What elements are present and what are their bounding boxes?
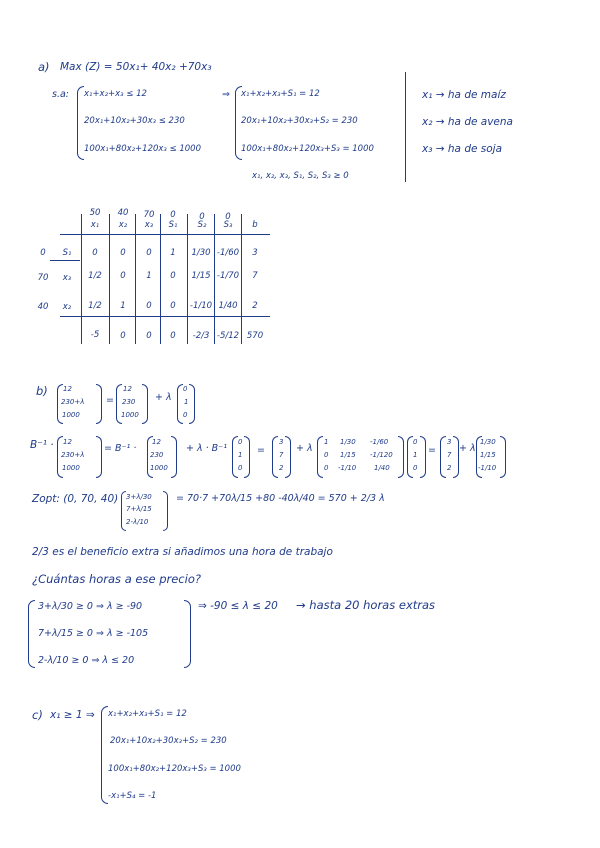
- header-b: b: [252, 220, 258, 230]
- delta-2: 1/15: [480, 451, 496, 459]
- sol2-3: 2: [447, 464, 452, 472]
- standard-eq-2: 20x₁+10x₂+30x₃+S₂ = 230: [241, 116, 358, 126]
- delta-1: 1/30: [480, 438, 496, 446]
- part-c-brace: [101, 706, 108, 804]
- paren-right: [96, 436, 102, 478]
- binv-base-3: 1000: [150, 464, 168, 472]
- part-c-eq-1: x₁+x₂+x₃+S₁ = 12: [108, 709, 187, 719]
- sol-1: 3: [279, 438, 284, 446]
- pivot-underline: [50, 260, 80, 261]
- equals-sign: =: [428, 445, 436, 456]
- cost-x1: 50: [89, 208, 101, 218]
- part-c-eq-3: 100x₁+80x₂+120x₃+S₃ = 1000: [108, 764, 241, 774]
- objective-function: Max (Z) = 50x₁+ 40x₂ +70x₃: [60, 61, 212, 73]
- zrow-c5: -2/3: [192, 331, 210, 341]
- zrow-b: 570: [246, 331, 264, 341]
- binv-middle: = B⁻¹ ·: [104, 443, 137, 454]
- equals-sign: =: [257, 445, 265, 456]
- row3-c4: 0: [170, 301, 176, 311]
- standard-eq-3: 100x₁+80x₂+120x₃+S₃ = 1000: [241, 144, 374, 154]
- vec-base-2: 230: [122, 398, 136, 406]
- row3-c6: 1/40: [218, 301, 238, 311]
- plus-lambda-binv: + λ · B⁻¹: [186, 443, 228, 454]
- row2-c6: -1/70: [216, 271, 240, 281]
- zopt-label: Zopt: (0, 70, 40): [32, 493, 119, 505]
- paren-right: [171, 436, 177, 478]
- header-x3: x₃: [144, 220, 154, 230]
- vec-base-3: 1000: [121, 411, 139, 419]
- paren-left: [272, 436, 278, 478]
- paren-right: [398, 436, 404, 478]
- constraint-3: 100x₁+80x₂+120x₃ ≤ 1000: [84, 144, 201, 154]
- benefit-text: 2/3 es el beneficio extra si añadimos una hora de trabajo: [32, 546, 333, 558]
- plus-lambda: + λ: [155, 392, 172, 403]
- vec-unit-2: 1: [184, 398, 189, 406]
- paren-right: [420, 436, 426, 478]
- row1-c2: 0: [120, 248, 126, 258]
- m-2-3: -1/120: [370, 451, 393, 459]
- header-s2: S₂: [197, 220, 207, 230]
- binv-base-1: 12: [152, 438, 161, 446]
- binv-vec-3: 1000: [62, 464, 80, 472]
- row3-c1: 1/2: [88, 301, 102, 311]
- part-c-eq-2: 20x₁+10x₂+30x₃+S₂ = 230: [110, 736, 227, 746]
- row1-c3: 0: [146, 248, 152, 258]
- nonnegativity: x₁, x₂, x₃, S₁, S₂, S₃ ≥ 0: [252, 171, 349, 181]
- zopt-vec-1: 3+λ/30: [126, 493, 152, 501]
- vertical-divider: [405, 72, 406, 182]
- row2-c3: 1: [146, 271, 152, 281]
- constraint-1: x₁+x₂+x₃ ≤ 12: [84, 89, 147, 99]
- part-c-label: c): [32, 708, 43, 722]
- zrow-c1: -5: [90, 330, 100, 340]
- m-2-2: 1/15: [340, 451, 356, 459]
- sol-2: 7: [279, 451, 284, 459]
- legend-x2: x₂ → ha de avena: [422, 116, 513, 128]
- m-1-2: 1/30: [340, 438, 356, 446]
- sol2-1: 3: [447, 438, 452, 446]
- row3-basis: x₂: [62, 302, 72, 312]
- row3-cb: 40: [37, 302, 49, 312]
- part-a-label: a): [38, 60, 50, 74]
- row2-b: 7: [252, 271, 258, 281]
- subject-to-label: s.a:: [52, 89, 69, 100]
- unit2-3: 0: [238, 464, 243, 472]
- question-text: ¿Cuántas horas a ese precio?: [32, 572, 201, 586]
- implies-arrow: ⇒: [222, 89, 230, 100]
- zopt-vec-3: 2-λ/10: [126, 518, 149, 526]
- vec-main-2: 230+λ: [61, 398, 85, 406]
- paren-right: [142, 384, 148, 424]
- part-b-label: b): [36, 384, 48, 398]
- row1-c1: 0: [92, 248, 98, 258]
- cost-s3: 0: [225, 212, 231, 222]
- m-3-3: 1/40: [374, 464, 390, 472]
- plus-lambda: + λ: [296, 443, 313, 454]
- binv-vec-1: 12: [63, 438, 72, 446]
- plus-lambda: + λ: [459, 443, 476, 454]
- row2-cb: 70: [37, 273, 49, 283]
- zrow-c2: 0: [120, 331, 126, 341]
- row1-cb: 0: [40, 248, 46, 258]
- header-s3: S₃: [223, 220, 233, 230]
- vec-unit-3: 0: [183, 411, 188, 419]
- header-x1: x₁: [90, 220, 100, 230]
- row3-c3: 0: [146, 301, 152, 311]
- m-3-1: 0: [324, 464, 329, 472]
- zrow-c6: -5/12: [216, 331, 240, 341]
- m-2-1: 0: [324, 451, 329, 459]
- legend-x1: x₁ → ha de maíz: [422, 89, 506, 101]
- row1-b: 3: [252, 248, 258, 258]
- paren-right: [285, 436, 291, 478]
- m-3-2: -1/10: [338, 464, 357, 472]
- binv-base-2: 230: [150, 451, 164, 459]
- cost-s2: 0: [199, 212, 205, 222]
- row1-basis: S₁: [62, 248, 72, 258]
- row1-c5: 1/30: [191, 248, 211, 258]
- constraints-brace: [77, 86, 84, 160]
- binv-vec-2: 230+λ: [61, 451, 85, 459]
- unit2-2: 1: [238, 451, 243, 459]
- zrow-c3: 0: [146, 331, 152, 341]
- paren-right: [189, 384, 195, 424]
- ineq-2: 7+λ/15 ≥ 0 ⇒ λ ≥ -105: [38, 628, 149, 639]
- row2-c5: 1/15: [191, 271, 211, 281]
- equals-sign: =: [106, 395, 114, 406]
- header-s1: S₁: [168, 220, 178, 230]
- standard-eq-1: x₁+x₂+x₃+S₁ = 12: [241, 89, 320, 99]
- row2-c4: 0: [170, 271, 176, 281]
- unit2-1: 0: [238, 438, 243, 446]
- row3-b: 2: [252, 301, 258, 311]
- tableau-z-line: [60, 316, 270, 317]
- sol-3: 2: [279, 464, 284, 472]
- unit3-3: 0: [413, 464, 418, 472]
- m-1-1: 1: [324, 438, 329, 446]
- ineq-1: 3+λ/30 ≥ 0 ⇒ λ ≥ -90: [38, 601, 143, 612]
- cost-x2: 40: [117, 208, 129, 218]
- binv-label: B⁻¹ ·: [30, 439, 54, 451]
- lambda-range: ⇒ -90 ≤ λ ≤ 20: [198, 600, 278, 612]
- zrow-c4: 0: [170, 331, 176, 341]
- delta-3: -1/10: [478, 464, 497, 472]
- zopt-result: = 70·7 +70λ/15 +80 -40λ/40 = 570 + 2/3 λ: [176, 493, 385, 504]
- legend-x3: x₃ → ha de soja: [422, 143, 503, 155]
- sol2-2: 7: [447, 451, 452, 459]
- zopt-vec-2: 7+λ/15: [126, 505, 152, 513]
- row3-c5: -1/10: [189, 301, 213, 311]
- row1-c4: 1: [170, 248, 176, 258]
- paren-left: [317, 436, 323, 478]
- vec-main-1: 12: [63, 385, 72, 393]
- row2-c1: 1/2: [88, 271, 102, 281]
- row3-c2: 1: [120, 301, 126, 311]
- paren-right: [244, 436, 250, 478]
- header-x2: x₂: [118, 220, 128, 230]
- m-1-3: -1/60: [370, 438, 389, 446]
- paren-left: [440, 436, 446, 478]
- inequalities-brace-right: [184, 600, 191, 668]
- row1-c6: -1/60: [216, 248, 240, 258]
- ineq-3: 2-λ/10 ≥ 0 ⇒ λ ≤ 20: [38, 655, 135, 666]
- vec-unit-1: 0: [183, 385, 188, 393]
- unit3-1: 0: [413, 438, 418, 446]
- conclusion-text: → hasta 20 horas extras: [296, 598, 436, 612]
- paren-right: [163, 491, 168, 531]
- constraint-2: 20x₁+10x₂+30x₃ ≤ 230: [84, 116, 185, 126]
- inequalities-brace: [28, 600, 35, 668]
- cost-x3: 70: [143, 210, 155, 220]
- row2-basis: x₃: [62, 273, 72, 283]
- part-c-eq-4: -x₁+S₄ = -1: [108, 791, 157, 801]
- row2-c2: 0: [120, 271, 126, 281]
- part-c-condition: x₁ ≥ 1 ⇒: [50, 709, 95, 721]
- unit3-2: 1: [413, 451, 418, 459]
- vec-main-3: 1000: [62, 411, 80, 419]
- cost-s1: 0: [170, 210, 176, 220]
- paren-right: [500, 436, 506, 478]
- vec-base-1: 12: [123, 385, 132, 393]
- tableau-header-line: [60, 234, 270, 235]
- paren-right: [96, 384, 102, 424]
